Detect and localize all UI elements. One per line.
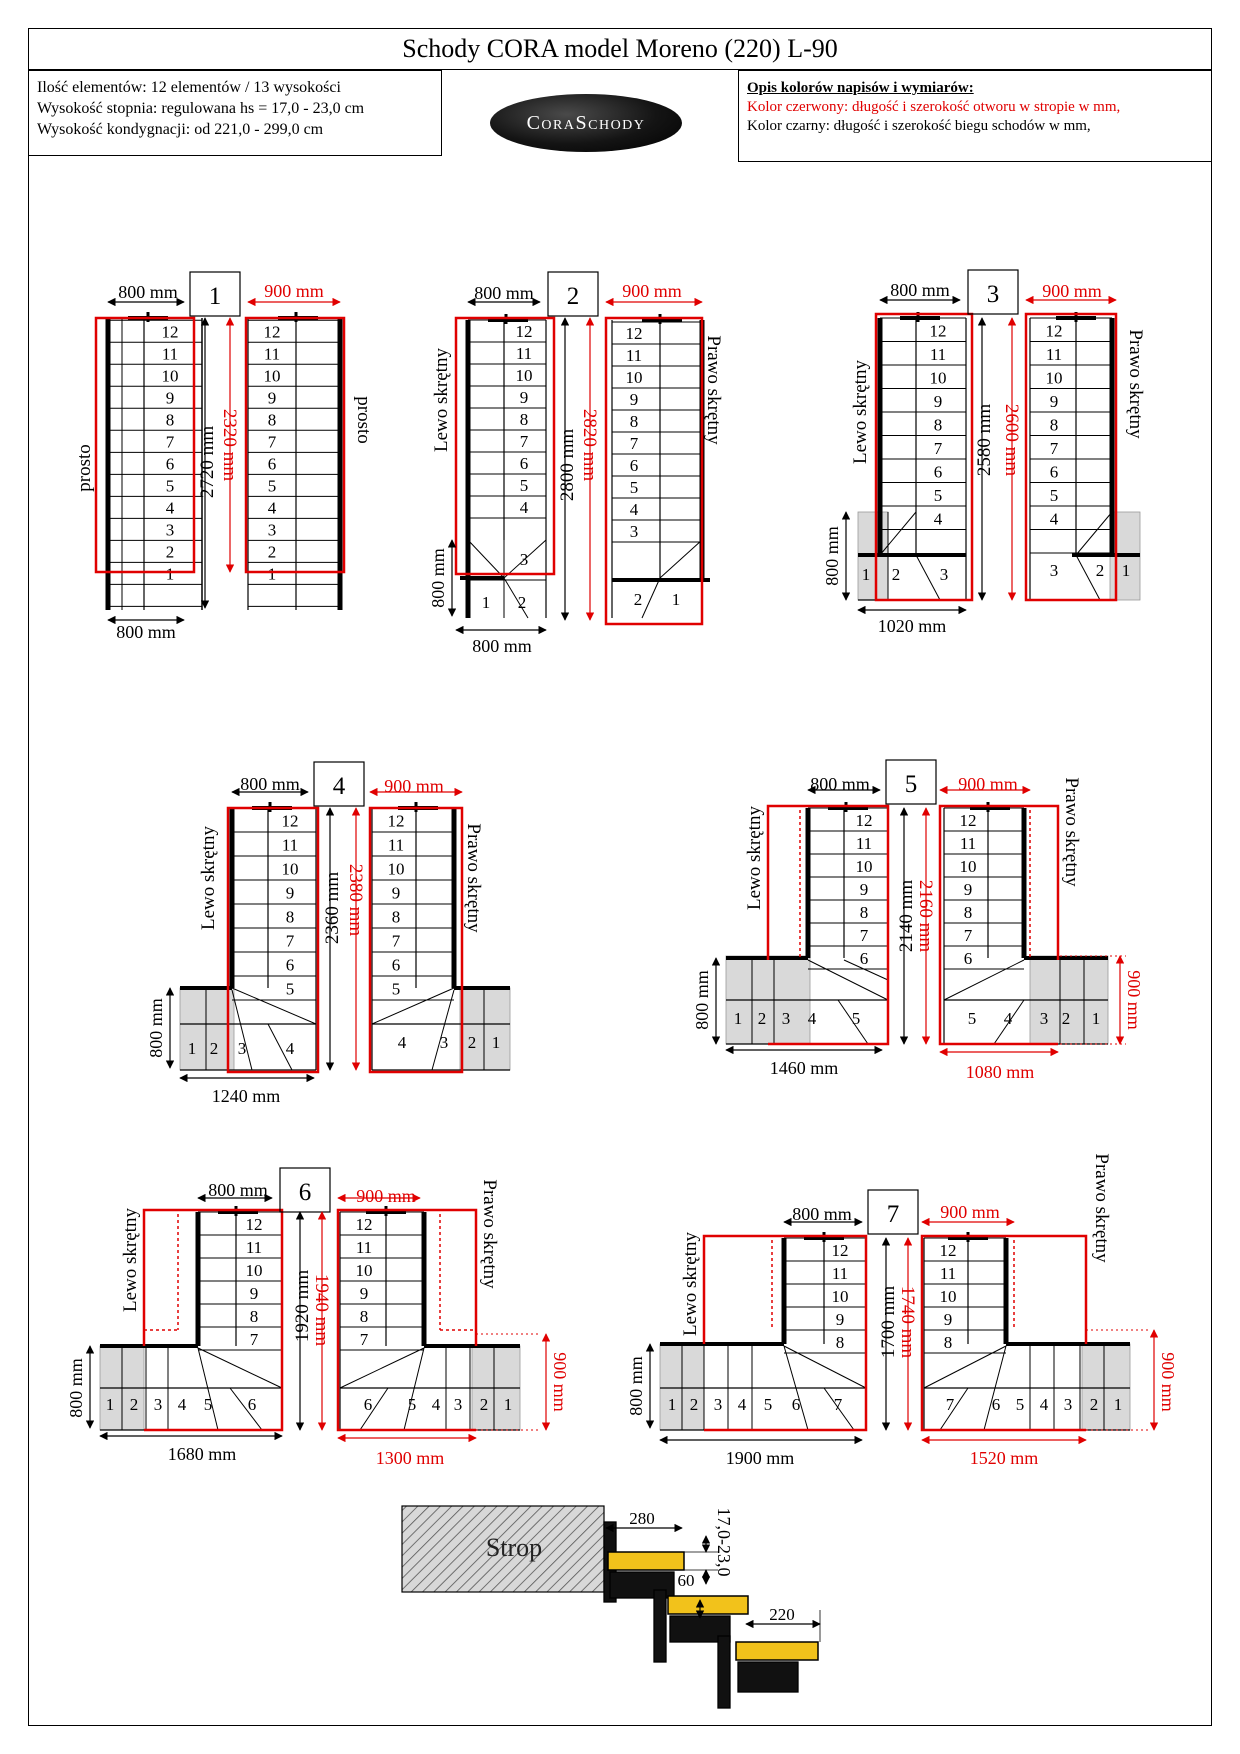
step-number: 8 <box>629 412 639 432</box>
legend-black-line: Kolor czarny: długość i szerokość biegu schodów w mm, <box>747 118 1091 134</box>
stair-line <box>340 1348 424 1388</box>
stair-line <box>642 578 660 618</box>
step-number: 6 <box>519 454 529 474</box>
step-number: 8 <box>835 1332 845 1352</box>
label: 1920 mm <box>292 1269 313 1343</box>
step-number: 1 <box>267 564 277 584</box>
direction-label: Lewo skrętny <box>744 806 765 910</box>
label: 800 mm <box>118 282 178 302</box>
label: 900 mm <box>1042 281 1102 301</box>
step-number: 5 <box>1049 485 1059 505</box>
step-number: 5 <box>629 478 639 498</box>
step-number: 2 <box>517 593 527 612</box>
step-number: 8 <box>267 410 277 430</box>
step-number: 12 <box>281 811 299 831</box>
stair-line <box>468 540 504 578</box>
riser-height-label: 17,0-23,0 <box>714 1507 734 1577</box>
step-number: 12 <box>263 322 281 342</box>
label: 2720 mm <box>197 425 218 499</box>
step-number: 9 <box>519 388 529 408</box>
step-number: 2 <box>165 542 175 562</box>
step-number: 1 <box>503 1395 513 1414</box>
label: 2600 mm <box>1001 403 1022 477</box>
step-profile <box>402 1506 820 1708</box>
step-number: 2 <box>467 1033 477 1052</box>
step-number: 9 <box>1049 391 1059 411</box>
opening-outline <box>246 318 344 572</box>
step-number: 6 <box>991 1395 1001 1414</box>
landing-gray <box>460 988 510 1070</box>
step-number: 7 <box>165 432 175 452</box>
spec-step-height: Wysokość stopnia: regulowana hs = 17,0 - 23,0 cm <box>37 100 365 117</box>
label: 1080 mm <box>965 1062 1035 1082</box>
step-number: 10 <box>939 1286 957 1306</box>
step-number: 3 <box>267 520 277 540</box>
step-number: 8 <box>943 1332 953 1352</box>
stair-line <box>944 960 1024 1000</box>
opening-outline <box>1026 314 1116 600</box>
step-number: 9 <box>859 879 869 899</box>
label: 800 mm <box>474 283 534 303</box>
label: 900 mm <box>550 1352 570 1412</box>
step-number: 6 <box>629 456 639 476</box>
step-number: 3 <box>439 1033 449 1052</box>
label: 900 mm <box>384 776 444 796</box>
step-number: 3 <box>713 1395 723 1414</box>
step-number: 9 <box>165 388 175 408</box>
step-number: 3 <box>1039 1009 1049 1028</box>
step-number: 1 <box>861 565 871 584</box>
step-number: 2 <box>129 1395 139 1414</box>
step-number: 9 <box>285 883 295 903</box>
stair-line <box>784 1346 866 1388</box>
label: 900 mm <box>958 774 1018 794</box>
step-number: 6 <box>933 462 943 482</box>
step-number: 8 <box>285 907 295 927</box>
step-number: 3 <box>237 1039 247 1058</box>
step-number: 12 <box>387 811 405 831</box>
stair-line <box>232 990 252 1070</box>
spec-elements: Ilość elementów: 12 elementów / 13 wysokości <box>37 79 341 96</box>
step-number: 4 <box>807 1009 817 1028</box>
step-number: 5 <box>407 1395 417 1414</box>
step-number: 8 <box>519 410 529 430</box>
stair-line <box>924 1346 1006 1388</box>
step-number: 10 <box>515 366 533 386</box>
label: 280 <box>629 1509 655 1528</box>
step-number: 6 <box>165 454 175 474</box>
step-number: 10 <box>387 859 405 879</box>
step-number: 4 <box>933 509 943 529</box>
step-number: 11 <box>515 344 533 364</box>
step-number: 11 <box>929 344 947 364</box>
step-number: 1 <box>481 593 491 612</box>
step-number: 5 <box>519 476 529 496</box>
step-number: 9 <box>359 1283 369 1303</box>
spec-floor-height: Wysokość kondygnacji: od 221,0 - 299,0 cm <box>37 121 324 138</box>
step-number: 8 <box>391 907 401 927</box>
step-number: 4 <box>267 498 277 518</box>
step-number: 9 <box>933 391 943 411</box>
step-number: 10 <box>959 856 977 876</box>
step-number: 5 <box>165 476 175 496</box>
step-number: 10 <box>855 856 873 876</box>
step-number: 6 <box>267 454 277 474</box>
label: 1300 mm <box>375 1448 445 1468</box>
stair-line <box>1076 512 1112 555</box>
step-number: 7 <box>859 925 869 945</box>
direction-label: Lewo skrętny <box>850 360 871 464</box>
step-number: 8 <box>859 902 869 922</box>
step-number: 11 <box>855 833 873 853</box>
stair-line <box>198 1348 218 1430</box>
step-number: 5 <box>285 979 295 999</box>
variant-number: 3 <box>986 281 1000 308</box>
step-number: 5 <box>967 1009 977 1028</box>
step-number: 11 <box>263 344 281 364</box>
step-number: 5 <box>933 485 943 505</box>
ceiling-label: Strop <box>485 1533 543 1562</box>
variant-7 <box>626 1153 1178 1468</box>
stair-line <box>916 555 940 600</box>
step-number: 8 <box>249 1306 259 1326</box>
step-number: 2 <box>209 1039 219 1058</box>
step-number: 8 <box>963 902 973 922</box>
variant-4 <box>146 762 510 1106</box>
label: 800 mm <box>208 1180 268 1200</box>
label: 1900 mm <box>725 1448 795 1468</box>
step-number: 6 <box>363 1395 373 1414</box>
label: 2380 mm <box>345 863 366 937</box>
step-number: 12 <box>929 321 947 341</box>
label: 1680 mm <box>167 1444 237 1464</box>
step-number: 6 <box>247 1395 257 1414</box>
step-number: 12 <box>625 324 643 344</box>
label: 900 mm <box>622 281 682 301</box>
label: 900 mm <box>356 1186 416 1206</box>
step-number: 7 <box>833 1395 843 1414</box>
step-number: 2 <box>757 1009 767 1028</box>
step-number: 4 <box>165 498 175 518</box>
step-number: 2 <box>1061 1009 1071 1028</box>
step-number: 6 <box>963 948 973 968</box>
stringer-block <box>738 1662 798 1692</box>
step-number: 9 <box>249 1283 259 1303</box>
step-number: 5 <box>763 1395 773 1414</box>
label: 1460 mm <box>769 1058 839 1078</box>
label: 800 mm <box>792 1204 852 1224</box>
step-number: 4 <box>285 1039 295 1058</box>
step-number: 3 <box>1049 561 1059 580</box>
step-number: 8 <box>359 1306 369 1326</box>
stair-line <box>432 990 454 1070</box>
step-number: 3 <box>781 1009 791 1028</box>
step-number: 11 <box>387 835 405 855</box>
direction-label: Lewo skrętny <box>198 826 219 930</box>
direction-label: Lewo skrętny <box>120 1208 141 1312</box>
variant-6 <box>66 1168 570 1468</box>
step-number: 12 <box>515 322 533 342</box>
step-number: 11 <box>355 1237 373 1257</box>
label: 800 mm <box>240 774 300 794</box>
step-number: 3 <box>453 1395 463 1414</box>
step-number: 4 <box>1039 1395 1049 1414</box>
direction-label: prosto <box>74 444 95 492</box>
step-number: 10 <box>281 859 299 879</box>
step-number: 7 <box>933 438 943 458</box>
step-number: 9 <box>629 390 639 410</box>
step-number: 7 <box>267 432 277 452</box>
step-number: 1 <box>1091 1009 1101 1028</box>
opening-outline <box>228 808 318 1072</box>
label: 800 mm <box>428 548 448 608</box>
step-number: 3 <box>165 520 175 540</box>
stair-line <box>230 1388 262 1430</box>
legend-heading: Opis kolorów napisów i wymiarów: <box>747 80 974 96</box>
label: 800 mm <box>692 970 712 1030</box>
step-number: 8 <box>1049 415 1059 435</box>
direction-label: Prawo skrętny <box>1091 1153 1112 1263</box>
step-number: 4 <box>737 1395 747 1414</box>
label: 800 mm <box>66 1358 86 1418</box>
step-number: 1 <box>671 590 681 609</box>
step-number: 9 <box>835 1309 845 1329</box>
stair-line <box>808 960 888 1000</box>
step-number: 4 <box>519 498 529 518</box>
label: 2800 mm <box>557 428 578 502</box>
step-number: 12 <box>355 1214 373 1234</box>
step-number: 11 <box>1045 344 1063 364</box>
step-number: 1 <box>1113 1395 1123 1414</box>
step-number: 1 <box>491 1033 501 1052</box>
variant-number: 5 <box>904 771 918 798</box>
stair-line <box>372 988 454 1024</box>
step-number: 2 <box>267 542 277 562</box>
step-number: 12 <box>245 1214 263 1234</box>
step-number: 10 <box>263 366 281 386</box>
legend-red-line: Kolor czerwony: długość i szerokość otworu w stropie w mm, <box>747 99 1121 115</box>
step-number: 5 <box>267 476 277 496</box>
step-number: 1 <box>1121 561 1131 580</box>
step-number: 7 <box>249 1329 259 1349</box>
label: 1520 mm <box>969 1448 1039 1468</box>
label: 1940 mm <box>311 1273 332 1347</box>
step-number: 7 <box>1049 438 1059 458</box>
landing-gray <box>1082 1344 1130 1430</box>
step-number: 5 <box>391 979 401 999</box>
step-number: 9 <box>963 879 973 899</box>
step-number: 3 <box>1063 1395 1073 1414</box>
step-number: 2 <box>1089 1395 1099 1414</box>
step-number: 2 <box>689 1395 699 1414</box>
step-number: 12 <box>161 322 179 342</box>
step-number: 7 <box>285 931 295 951</box>
label: 900 mm <box>1158 1352 1178 1412</box>
label: 220 <box>769 1605 795 1624</box>
step-number: 1 <box>733 1009 743 1028</box>
step-number: 2 <box>891 565 901 584</box>
stringer-block <box>654 1590 666 1662</box>
step-number: 4 <box>431 1395 441 1414</box>
step-number: 6 <box>285 955 295 975</box>
step-number: 11 <box>281 835 299 855</box>
tread <box>608 1552 684 1570</box>
step-number: 7 <box>519 432 529 452</box>
step-number: 5 <box>203 1395 213 1414</box>
label: 900 mm <box>940 1202 1000 1222</box>
opening-outline <box>456 318 554 574</box>
variant-number: 7 <box>886 1201 900 1228</box>
step-number: 7 <box>629 434 639 454</box>
direction-label: Prawo skrętny <box>479 1179 500 1289</box>
variant-2 <box>428 272 724 656</box>
step-number: 4 <box>1003 1009 1013 1028</box>
step-number: 2 <box>1095 561 1105 580</box>
step-number: 11 <box>831 1263 849 1283</box>
step-number: 2 <box>479 1395 489 1414</box>
label: 800 mm <box>472 636 532 656</box>
step-number: 3 <box>519 550 529 569</box>
direction-label: Lewo skrętny <box>680 1232 701 1336</box>
step-number: 8 <box>933 415 943 435</box>
step-number: 8 <box>165 410 175 430</box>
step-number: 7 <box>359 1329 369 1349</box>
step-number: 6 <box>391 955 401 975</box>
step-number: 4 <box>397 1033 407 1052</box>
label: 900 mm <box>1124 970 1144 1030</box>
label: 1020 mm <box>877 616 947 636</box>
label: 60 <box>677 1571 695 1590</box>
label: 1740 mm <box>897 1285 918 1359</box>
step-number: 4 <box>629 500 639 520</box>
step-number: 12 <box>959 810 977 830</box>
step-number: 10 <box>831 1286 849 1306</box>
step-number: 7 <box>963 925 973 945</box>
step-number: 11 <box>161 344 179 364</box>
label: 800 mm <box>890 280 950 300</box>
step-number: 10 <box>1045 368 1063 388</box>
step-number: 6 <box>1049 462 1059 482</box>
variant-number: 1 <box>208 283 222 310</box>
step-number: 12 <box>939 1240 957 1260</box>
label: 800 mm <box>810 774 870 794</box>
label: 2140 mm <box>896 879 917 953</box>
label: 800 mm <box>146 998 166 1058</box>
direction-label: prosto <box>353 396 374 444</box>
step-number: 4 <box>1049 509 1059 529</box>
stair-line <box>198 1348 282 1388</box>
stair-line <box>404 1348 424 1430</box>
stair-line <box>660 540 702 578</box>
direction-label: Prawo skrętny <box>463 823 484 933</box>
step-number: 10 <box>161 366 179 386</box>
variant-number: 4 <box>332 773 346 800</box>
step-number: 7 <box>391 931 401 951</box>
label: 2320 mm <box>219 408 240 482</box>
label: 800 mm <box>116 622 176 642</box>
step-number: 10 <box>245 1260 263 1280</box>
opening-outline <box>876 314 972 600</box>
variant-number: 2 <box>566 283 580 310</box>
step-number: 10 <box>929 368 947 388</box>
step-number: 7 <box>945 1395 955 1414</box>
stair-line <box>232 988 316 1024</box>
variant-1 <box>74 272 374 642</box>
label: 2360 mm <box>322 871 343 945</box>
step-number: 1 <box>105 1395 115 1414</box>
step-number: 11 <box>625 346 643 366</box>
step-number: 1 <box>187 1039 197 1058</box>
step-number: 2 <box>633 590 643 609</box>
label: 2580 mm <box>974 403 995 477</box>
step-number: 3 <box>939 565 949 584</box>
step-number: 10 <box>625 368 643 388</box>
step-number: 11 <box>959 833 977 853</box>
step-number: 1 <box>165 564 175 584</box>
stringer-block <box>718 1636 730 1708</box>
step-number: 11 <box>245 1237 263 1257</box>
variant-number: 6 <box>298 1179 312 1206</box>
step-number: 4 <box>177 1395 187 1414</box>
direction-label: Prawo skrętny <box>703 335 724 445</box>
label: 800 mm <box>626 1356 646 1416</box>
direction-label: Prawo skrętny <box>1125 329 1146 439</box>
tread <box>736 1642 818 1660</box>
step-number: 9 <box>267 388 277 408</box>
variant-5 <box>692 760 1144 1082</box>
step-number: 10 <box>355 1260 373 1280</box>
label: 2820 mm <box>579 408 600 482</box>
label: 800 mm <box>822 526 842 586</box>
label: 2160 mm <box>915 879 936 953</box>
step-number: 5 <box>1015 1395 1025 1414</box>
step-number: 12 <box>855 810 873 830</box>
step-number: 6 <box>859 948 869 968</box>
direction-label: Prawo skrętny <box>1061 777 1082 887</box>
step-number: 9 <box>391 883 401 903</box>
label: 1700 mm <box>878 1285 899 1359</box>
variant-3 <box>822 270 1146 636</box>
direction-label: Lewo skrętny <box>431 348 452 452</box>
tread <box>668 1596 748 1614</box>
step-number: 1 <box>667 1395 677 1414</box>
brand-logo: CoraSchody <box>490 94 682 152</box>
step-number: 5 <box>851 1009 861 1028</box>
step-number: 9 <box>943 1309 953 1329</box>
step-number: 3 <box>153 1395 163 1414</box>
step-number: 12 <box>1045 321 1063 341</box>
label: 1240 mm <box>211 1086 281 1106</box>
label: 900 mm <box>264 281 324 301</box>
step-number: 3 <box>629 522 639 542</box>
page-title: Schody CORA model Moreno (220) L-90 <box>28 28 1212 70</box>
step-number: 11 <box>939 1263 957 1283</box>
opening-outline <box>96 318 194 572</box>
step-number: 12 <box>831 1240 849 1260</box>
step-number: 6 <box>791 1395 801 1414</box>
